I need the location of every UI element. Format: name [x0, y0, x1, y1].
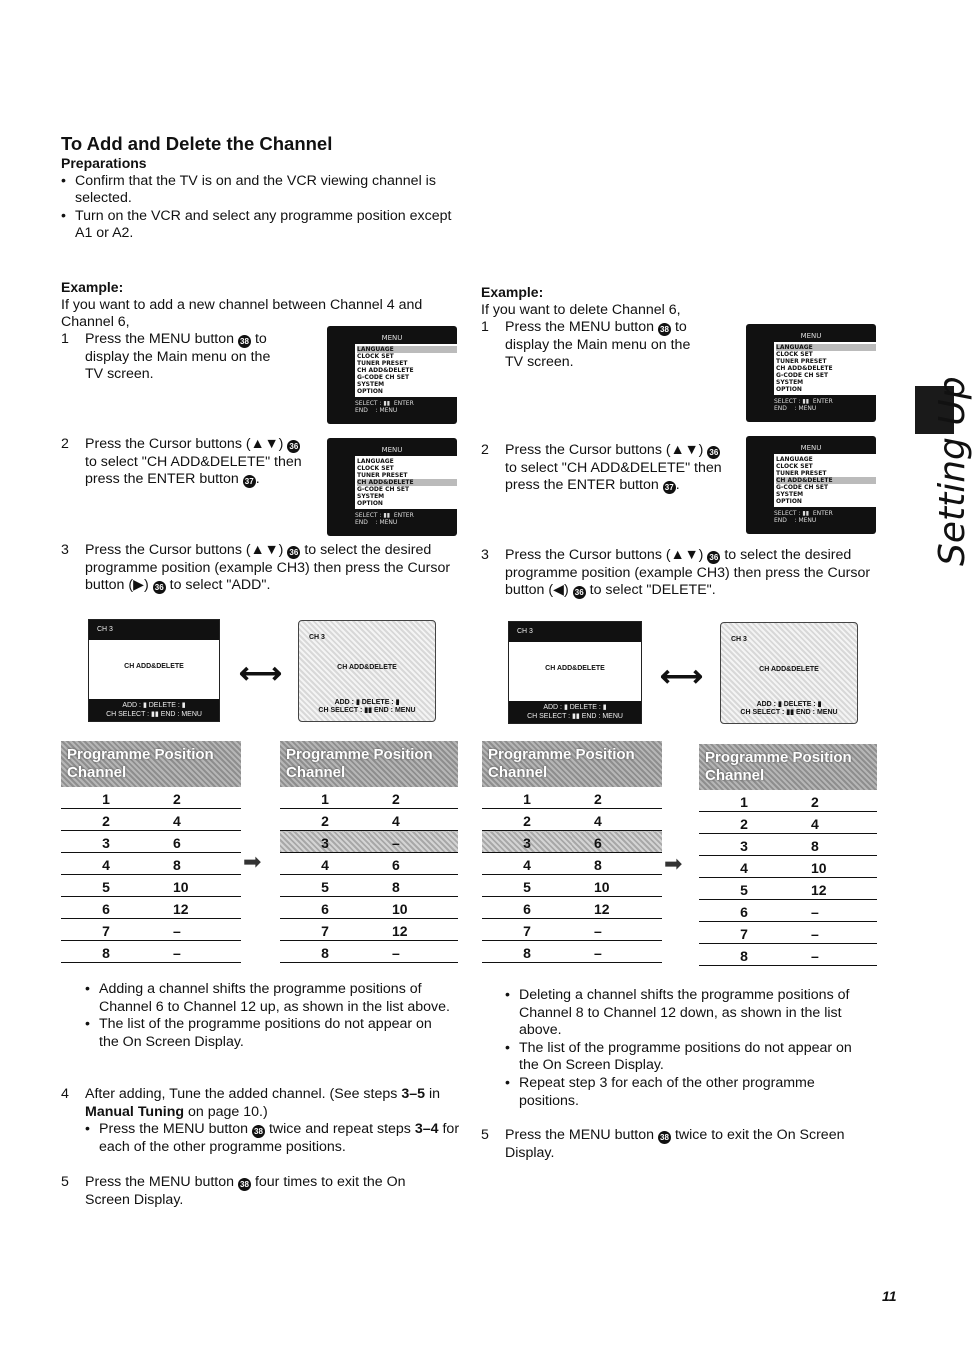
table-row: 4 10 — [699, 856, 877, 878]
delete-example: Example: If you want to delete Channel 6, — [481, 284, 681, 318]
menu-title: MENU — [381, 334, 403, 342]
table-row: 6 12 — [61, 897, 241, 919]
tv-menu-screen-select: MENU LANGUAGE CLOCK SET TUNER PRESET CH ADD&DELETE G-CODE CH SET SYSTEM OPTION SELECT : ▮▮ ENTER END : MENU — [746, 436, 876, 534]
right-arrow-icon: ➡ — [664, 851, 683, 876]
add-example-label: Example: — [61, 279, 124, 295]
table-row: 5 8 — [280, 875, 458, 897]
table-row: 7 – — [61, 919, 241, 941]
menu-button-icon: 38 — [658, 1131, 671, 1144]
add-step-5: 5 Press the MENU button 38 four times to exit the On Screen Display. — [61, 1174, 406, 1208]
menu-footer: SELECT : ▮▮ ENTER END : MENU — [355, 400, 414, 414]
add-step-4: 4 After adding, Tune the added channel. (See steps 3–5 in Manual Tuning on page 10.) • Press the MENU button 38 twice and repeat steps 3–4 for each of the other programme positions. — [61, 1086, 461, 1156]
table-row: 7 – — [699, 922, 877, 944]
table-row: 2 4 — [61, 809, 241, 831]
add-note-2: • The list of the programme positions do not appear on the On Screen Display. — [85, 1016, 455, 1051]
delete-table-before: Programme Position Channel 1 2 2 4 3 6 4 8 5 10 6 12 7 – 8 – — [482, 741, 662, 963]
table-row: 3 6 — [482, 831, 662, 853]
table-row: 2 4 — [482, 809, 662, 831]
cursor-button-icon: 36 — [153, 581, 166, 594]
table-row: 4 8 — [61, 853, 241, 875]
table-row: 5 10 — [482, 875, 662, 897]
preparations — [61, 155, 461, 243]
preparations-heading: Preparations — [61, 155, 147, 171]
add-table-before: Programme Position Channel 1 2 2 4 3 6 4 8 5 10 6 12 7 – 8 – — [61, 741, 241, 963]
table-row: 6 12 — [482, 897, 662, 919]
add-step-1: 1 Press the MENU button 38 to display the Main menu on the TV screen. — [61, 331, 271, 383]
add-table-after: Programme Position Channel 1 2 2 4 3 – 4 6 5 8 6 10 7 12 8 – — [280, 741, 458, 963]
delete-note-1: • Deleting a channel shifts the programme positions of Channel 8 to Channel 12 down, as shown in the list above. — [505, 987, 865, 1040]
ch-add-screen: CH 3 CH ADD&DELETE ADD : ▮ DELETE : ▮ CH SELECT : ▮▮ END : MENU — [88, 619, 220, 722]
table-row: 7 – — [482, 919, 662, 941]
table-row: 3 – — [280, 831, 458, 853]
prep-bullet-2: • Turn on the VCR and select any programme position except A1 or A2. — [61, 208, 461, 243]
page-title: To Add and Delete the Channel — [61, 133, 333, 154]
cursor-button-icon: 36 — [707, 446, 720, 459]
enter-button-icon: 37 — [663, 481, 676, 494]
table-row: 8 – — [61, 941, 241, 963]
section-label: Setting Up — [932, 376, 973, 566]
table-row: 3 8 — [699, 834, 877, 856]
cursor-button-icon: 36 — [573, 586, 586, 599]
table-row: 6 – — [699, 900, 877, 922]
delete-step-2: 2 Press the Cursor buttons (▲▼) 36 to select "CH ADD&DELETE" then press the ENTER button 37 . — [481, 442, 722, 494]
table-row: 4 6 — [280, 853, 458, 875]
table-row: 5 10 — [61, 875, 241, 897]
right-arrow-icon: ➡ — [243, 849, 262, 874]
table-row: 1 2 — [280, 787, 458, 809]
prep-bullet-1: • Confirm that the TV is on and the VCR viewing channel is selected. — [61, 173, 461, 208]
cursor-button-icon: 36 — [287, 546, 300, 559]
table-row: 4 8 — [482, 853, 662, 875]
table-row: 2 4 — [699, 812, 877, 834]
table-row: 7 12 — [280, 919, 458, 941]
add-step-2: 2 Press the Cursor buttons (▲▼) 36 to select "CH ADD&DELETE" then press the ENTER button 37 . — [61, 436, 302, 488]
menu-button-icon: 38 — [252, 1125, 265, 1138]
delete-note-3: • Repeat step 3 for each of the other programme positions. — [505, 1075, 865, 1110]
table-row: 2 4 — [280, 809, 458, 831]
table-row: 8 – — [482, 941, 662, 963]
tv-menu-screen: MENU LANGUAGE CLOCK SET TUNER PRESET CH ADD&DELETE G-CODE CH SET SYSTEM OPTION SELECT : ▮▮ ENTER END : MENU — [746, 324, 876, 422]
cursor-button-icon: 36 — [707, 551, 720, 564]
table-row: 1 2 — [699, 790, 877, 812]
table-row: 5 12 — [699, 878, 877, 900]
add-notes — [85, 981, 455, 1051]
ch-delete-screen-shaded: CH 3 CH ADD&DELETE ADD : ▮ DELETE : ▮ CH SELECT : ▮▮ END : MENU — [720, 622, 858, 724]
add-step-3: 3 Press the Cursor buttons (▲▼) 36 to select the desired programme position (example CH3) then press the Cursor button (▶) 36 to select "ADD". — [61, 542, 451, 594]
double-arrow-icon: ⟷ — [660, 660, 704, 693]
delete-notes — [505, 987, 865, 1110]
table-row: 1 2 — [482, 787, 662, 809]
step-number: 1 — [61, 331, 69, 347]
enter-button-icon: 37 — [243, 475, 256, 488]
menu-button-icon: 38 — [238, 1178, 251, 1191]
table-row: 1 2 — [61, 787, 241, 809]
table-row: 6 10 — [280, 897, 458, 919]
delete-step-1: 1 Press the MENU button 38 to display the Main menu on the TV screen. — [481, 319, 691, 371]
table-row: 8 – — [699, 944, 877, 966]
table-row: 8 – — [280, 941, 458, 963]
page-number: 11 — [882, 1288, 897, 1304]
double-arrow-icon: ⟷ — [239, 657, 283, 690]
delete-table-after: Programme Position Channel 1 2 2 4 3 8 4 10 5 12 6 – 7 – 8 – — [699, 744, 877, 966]
menu-items: LANGUAGE CLOCK SET TUNER PRESET CH ADD&DELETE G-CODE CH SET SYSTEM OPTION — [355, 344, 459, 397]
add-note-1: • Adding a channel shifts the programme positions of Channel 6 to Channel 12 up, as shown in the list above. — [85, 981, 455, 1016]
tv-menu-screen-select: MENU LANGUAGE CLOCK SET TUNER PRESET CH ADD&DELETE G-CODE CH SET SYSTEM OPTION SELECT : ▮▮ ENTER END : MENU — [327, 438, 457, 536]
delete-note-2: • The list of the programme positions do not appear on the On Screen Display. — [505, 1040, 865, 1075]
ch-delete-screen: CH 3 CH ADD&DELETE ADD : ▮ DELETE : ▮ CH SELECT : ▮▮ END : MENU — [508, 621, 642, 724]
delete-step-5: 5 Press the MENU button 38 twice to exit the On Screen Display. — [481, 1127, 845, 1161]
delete-step-3: 3 Press the Cursor buttons (▲▼) 36 to select the desired programme position (example CH3) then press the Cursor button (◀) 36 to select "DELETE". — [481, 547, 871, 599]
menu-button-icon: 38 — [658, 323, 671, 336]
cursor-button-icon: 36 — [287, 440, 300, 453]
add-example-text: If you want to add a new channel between Channel 4 and Channel 6, — [61, 296, 423, 331]
tv-menu-screen — [327, 326, 457, 424]
ch-add-screen-shaded: CH 3 CH ADD&DELETE ADD : ▮ DELETE : ▮ CH SELECT : ▮▮ END : MENU — [298, 620, 436, 722]
menu-button-icon: 38 — [238, 335, 251, 348]
table-row: 3 6 — [61, 831, 241, 853]
add-example — [61, 279, 451, 332]
